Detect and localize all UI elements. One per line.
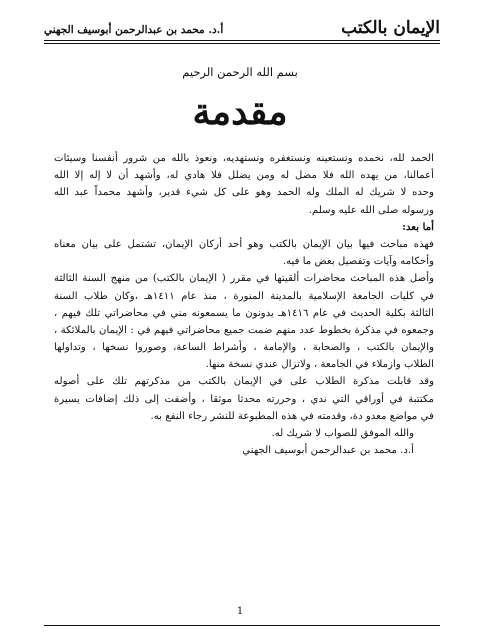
body-line: والإيمان بالكتب ، والصحابة ، والإمامة ، وأشراط الساعة، وصوروا نسخها ، وتداولها xyxy=(54,342,434,354)
body-line: وحده لا شريك له الملك وله الحمد وهو على كل شيء قدير، وأشهد محمداً عبد الله xyxy=(54,187,434,199)
body-line: وقد قابلت مذكرة الطلاب على في الإيمان بالكتب من مذكرتهم تلك على أصوله xyxy=(54,376,434,388)
page-number: 1 xyxy=(236,606,244,617)
body-line: فهذه مباحث فيها بيان الإيمان بالكتب وهو أحد أركان الإيمان، تشتمل على بيان معناه xyxy=(54,238,434,250)
section-title: مقدمة xyxy=(192,91,288,133)
body-line: مكتتبة في أوراقي التي ندي ، وحررته محدثا موثقا ، وأضفت إلى ذلك إضافات يسيرة xyxy=(54,393,434,405)
footer-rule xyxy=(44,625,440,626)
book-title: الإيمان بالكتب xyxy=(341,18,440,38)
body-line: الطلاب وازملاء في الجامعة ، ولاتزال عندي نسخة منها. xyxy=(205,359,434,371)
header-rule-thin xyxy=(44,43,440,44)
header-rule xyxy=(44,40,440,41)
section-heading: أما بعد: xyxy=(402,220,434,233)
body-line: وجمعوه في مذكرة بخطوط عدد منهم ضمت جميع محاضراتي فيهم في : الإيمان بالملائكة ، xyxy=(54,324,434,336)
basmala: بسم الله الرحمن الرحيم xyxy=(182,65,298,79)
body-line: ورسوله صلى الله عليه وسلم. xyxy=(308,204,434,216)
page-header xyxy=(44,18,440,38)
body-line: أعمالنا، من يهده الله فلا مضل له ومن يضلل فلا هادي له، وأشهد أن لا إله إلا الله xyxy=(54,170,434,182)
body-line: وأصل هذه المباحث محاضرات ألقيتها في مقرر ( الإيمان بالكتب) من منهج السنة الثالثة xyxy=(54,273,434,285)
header-author: أ.د. محمد بن عبدالرحمن أبوسيف الجهني xyxy=(44,24,224,36)
signature: أ.د. محمد بن عبدالرحمن أبوسيف الجهني xyxy=(242,445,414,457)
closing-line: والله الموفق للصواب لا شريك له. xyxy=(271,428,414,439)
body-line: وأحكامه وآيات وتفصيل بعض ما فيه. xyxy=(282,256,434,268)
body-line: الحمد لله، نحمده ونستعينه ونستغفره ونستهديه، ونعوذ بالله من شرور أنفسنا وسيئات xyxy=(54,153,434,164)
body-line: في كليات الجامعة الإسلامية بالمدينة المنورة ، منذ عام ١٤١١هـ ،وكان طلاب السنة xyxy=(54,290,434,302)
body-line: في مواضع معدو دة، وقدمته في هذه المطبوعة للنشر رجاء النفع به. xyxy=(150,410,434,422)
body-text xyxy=(54,150,434,459)
body-line: الثالثة بكلية الحديث في عام ١٤١٦هـ يدونون ما يسمعونه مني في محاضراتي تلك فيهم ، xyxy=(54,307,434,319)
